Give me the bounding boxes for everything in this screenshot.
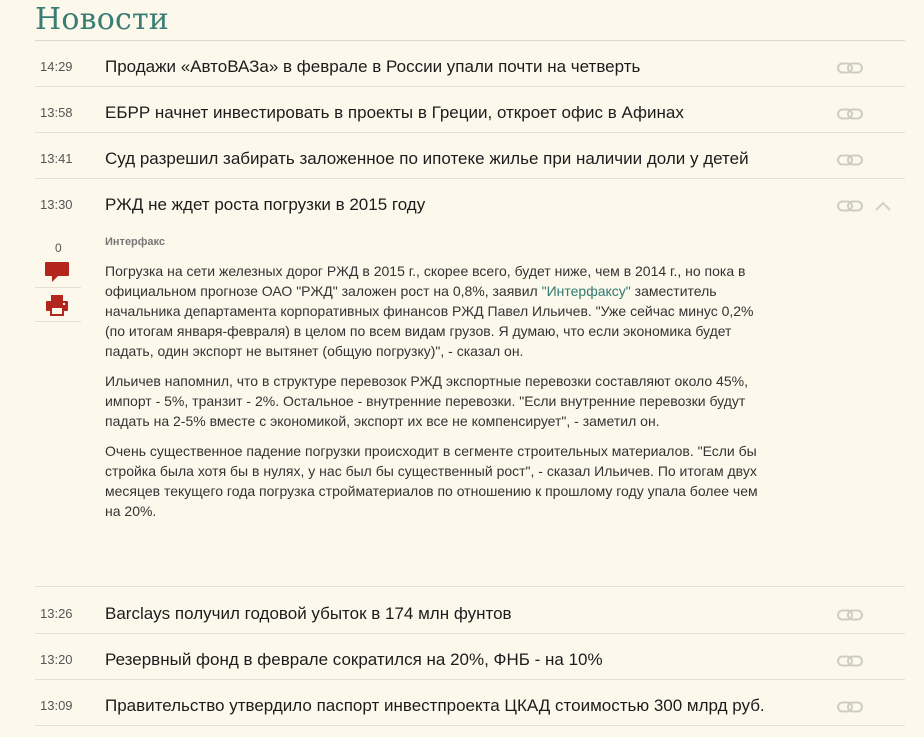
news-time: 13:26 [40,606,73,621]
news-time: 13:20 [40,652,73,667]
link-icon[interactable] [837,608,863,622]
news-item[interactable] [35,588,905,634]
news-item[interactable] [35,133,905,179]
comment-count: 0 [55,241,62,255]
news-item[interactable] [35,680,905,726]
link-icon[interactable] [837,700,863,714]
article-source: Интерфакс [105,236,165,248]
link-icon[interactable] [837,107,863,121]
news-time: 14:29 [40,59,73,74]
news-headline[interactable]: РЖД не ждет роста погрузки в 2015 году [105,195,426,214]
comment-icon[interactable] [44,261,70,283]
divider [35,321,81,322]
news-headline[interactable]: Резервный фонд в феврале сократился на 20%, ФНБ - на 10% [105,650,603,669]
article-body [105,261,765,531]
news-headline[interactable]: ЕБРР начнет инвестировать в проекты в Греции, откроет офис в Афинах [105,103,684,122]
article-paragraph: Очень существенное падение погрузки происходит в сегменте строительных материалов. "Если бы стройка была хотя бы в нулях, у нас был бы существенный рост", - сказал Ильичев. По итогам двух месяцев текущего года погрузка стройматериалов по отношению к прошлому году упала более чем на 20%. [105,443,758,519]
source-link[interactable]: "Интерфаксу" [541,283,631,299]
news-time: 13:41 [40,151,73,166]
divider [35,287,81,288]
news-headline[interactable]: Barclays получил годовой убыток в 174 млн фунтов [105,604,512,623]
divider [35,725,905,726]
page-title: Новости [35,2,169,37]
news-item[interactable] [35,41,905,87]
print-icon[interactable] [45,294,69,316]
link-icon[interactable] [837,153,863,167]
divider [35,586,905,587]
news-headline[interactable]: Суд разрешил забирать заложенное по ипотеке жилье при наличии доли у детей [105,149,749,168]
news-item[interactable] [35,634,905,680]
article-paragraph: Ильичев напомнил, что в структуре перевозок РЖД экспортные перевозки составляют около 45%, импорт - 5%, транзит - 2%. Остальное - внутренние перевозки. "Если внутренние перевозки будут падать на 2-5% вместе с экономикой, экспорт их все не компенсирует", - заметил он. [105,373,748,429]
news-time: 13:09 [40,698,73,713]
link-icon[interactable] [837,199,863,213]
news-item[interactable] [35,87,905,133]
chevron-up-icon[interactable] [875,201,891,211]
news-time: 13:30 [40,197,73,212]
link-icon[interactable] [837,61,863,75]
link-icon[interactable] [837,654,863,668]
news-item-expanded[interactable] [35,179,905,225]
news-headline[interactable]: Правительство утвердило паспорт инвестпроекта ЦКАД стоимостью 300 млрд руб. [105,696,765,715]
news-time: 13:58 [40,105,73,120]
article-paragraph: Погрузка на сети железных дорог РЖД в 2015 г., скорее всего, будет ниже, чем в 2014 г., но пока в официальном прогнозе ОАО "РЖД" заложен рост на 0,8%, заявил "Интерфаксу" заместитель начальника департамента корпоративных финансов РЖД Павел Ильичев. "Уже сейчас минус 0,2% (по итогам января-февраля) в целом по всем видам грузов. Я думаю, что если экономика будет падать, один экспорт не вытянет (общую погрузку)", - сказал он. [105,263,754,359]
news-headline[interactable]: Продажи «АвтоВАЗа» в феврале в России упали почти на четверть [105,57,641,76]
